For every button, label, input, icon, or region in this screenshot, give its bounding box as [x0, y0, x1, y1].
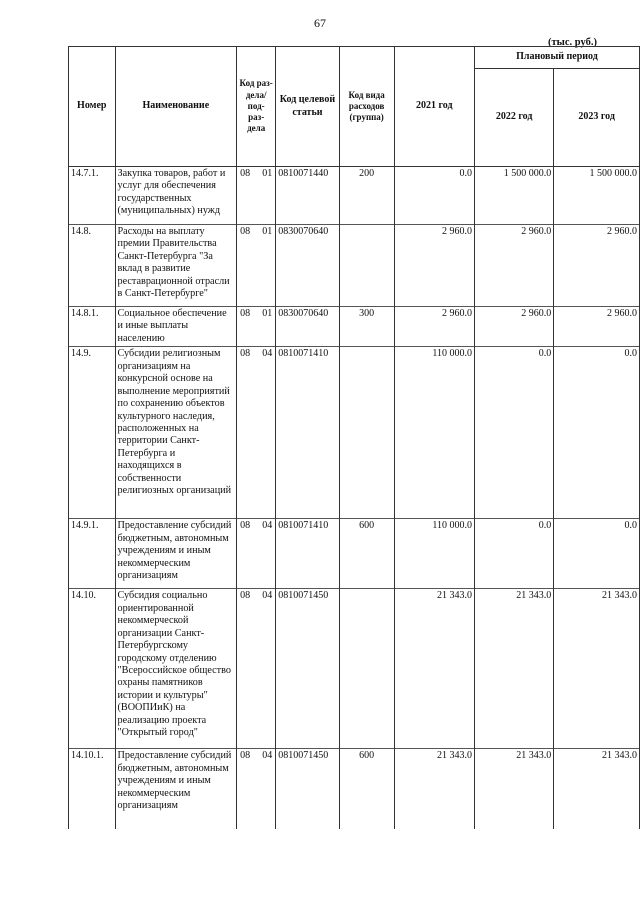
table-row	[69, 519, 640, 589]
row-number: 14.9.1.	[69, 519, 116, 589]
subsection-code: 01	[262, 168, 273, 179]
row-value-2023: 1 500 000.0	[554, 167, 640, 225]
table-row	[69, 167, 640, 225]
section-code-pair	[239, 168, 273, 179]
row-value-2022: 0.0	[474, 347, 553, 519]
row-name: Субсидии религиозным организациям на конкурсной основе на выполнение мероприятий по сохранению объектов культурного наследия, расположенных на территории Санкт-Петербурга и находящихся в собственности религиозных организаций	[115, 347, 237, 519]
row-value-2021: 0.0	[394, 167, 474, 225]
row-value-2023: 0.0	[554, 347, 640, 519]
row-name: Предоставление субсидий бюджетным, автономным учреждениям и иным некоммерческим организациям	[115, 519, 237, 589]
row-name: Расходы на выплату премии Правительства Санкт-Петербурга "За вклад в развитие реставрационной отрасли в Санкт-Петербурге"	[115, 225, 237, 307]
row-value-2021: 2 960.0	[394, 225, 474, 307]
row-target-code: 0810071450	[276, 749, 339, 829]
section-code-pair	[239, 348, 273, 359]
table-row	[69, 307, 640, 347]
subsection-code: 04	[262, 590, 273, 602]
row-value-2021: 110 000.0	[394, 519, 474, 589]
header-expense: Код вида расходов (группа)	[339, 47, 394, 167]
row-value-2021: 21 343.0	[394, 589, 474, 749]
header-2022: 2022 год	[474, 69, 553, 167]
row-expense-code	[339, 347, 394, 519]
subsection-code: 01	[262, 226, 273, 237]
row-value-2022: 1 500 000.0	[474, 167, 553, 225]
row-value-2022: 21 343.0	[474, 589, 553, 749]
row-number: 14.8.	[69, 225, 116, 307]
header-number: Номер	[69, 47, 116, 167]
section-code-pair	[239, 520, 273, 531]
row-target-code: 0810071440	[276, 167, 339, 225]
section-code: 08	[240, 590, 251, 602]
row-value-2023: 2 960.0	[554, 307, 640, 347]
row-number: 14.9.	[69, 347, 116, 519]
row-expense-code: 600	[339, 749, 394, 829]
row-value-2023: 21 343.0	[554, 589, 640, 749]
page-number: 67	[314, 16, 326, 30]
row-value-2022: 21 343.0	[474, 749, 553, 829]
budget-table	[68, 46, 640, 829]
row-number: 14.7.1.	[69, 167, 116, 225]
row-section-code	[237, 225, 276, 307]
units-label: (тыс. руб.)	[548, 37, 597, 48]
row-value-2023: 21 343.0	[554, 749, 640, 829]
row-value-2021: 110 000.0	[394, 347, 474, 519]
row-value-2023: 0.0	[554, 519, 640, 589]
table-row	[69, 347, 640, 519]
section-code: 08	[240, 750, 251, 762]
section-code: 08	[240, 520, 251, 532]
row-expense-code: 600	[339, 519, 394, 589]
row-target-code: 0830070640	[276, 307, 339, 347]
header-target: Код целевой статьи	[276, 47, 339, 167]
row-section-code	[237, 589, 276, 749]
subsection-code: 04	[262, 750, 273, 762]
section-code-pair	[239, 750, 273, 761]
section-code-pair	[239, 308, 273, 319]
row-number: 14.10.	[69, 589, 116, 749]
row-target-code: 0810071450	[276, 589, 339, 749]
row-name: Предоставление субсидий бюджетным, автономным учреждениям и иным некоммерческим организациям	[115, 749, 237, 829]
row-section-code	[237, 307, 276, 347]
row-section-code	[237, 519, 276, 589]
row-value-2021: 2 960.0	[394, 307, 474, 347]
subsection-code: 04	[262, 348, 273, 360]
header-2023: 2023 год	[554, 69, 640, 167]
row-name: Социальное обеспечение и иные выплаты населению	[115, 307, 237, 347]
header-section: Код раз- дела/ под- раз- дела	[237, 47, 276, 167]
row-value-2021: 21 343.0	[394, 749, 474, 829]
row-section-code	[237, 347, 276, 519]
row-section-code	[237, 749, 276, 829]
table-header	[69, 47, 640, 167]
row-expense-code	[339, 589, 394, 749]
row-value-2023: 2 960.0	[554, 225, 640, 307]
table-row	[69, 589, 640, 749]
row-number: 14.10.1.	[69, 749, 116, 829]
row-value-2022: 0.0	[474, 519, 553, 589]
row-value-2022: 2 960.0	[474, 225, 553, 307]
section-code: 08	[240, 308, 251, 319]
table-row	[69, 749, 640, 829]
section-code: 08	[240, 226, 251, 237]
row-name: Субсидия социально ориентированной некоммерческой организации Санкт-Петербургскому городскому отделению "Всероссийское общество охраны памятников истории и культуры" (ВООПИиК) на реализацию проекта "Открытый город"	[115, 589, 237, 749]
row-expense-code: 300	[339, 307, 394, 347]
subsection-code: 01	[262, 308, 273, 319]
subsection-code: 04	[262, 520, 273, 532]
section-code: 08	[240, 168, 251, 179]
section-code: 08	[240, 348, 251, 360]
header-name: Наименование	[115, 47, 237, 167]
row-section-code	[237, 167, 276, 225]
row-target-code: 0810071410	[276, 519, 339, 589]
section-code-pair	[239, 590, 273, 601]
section-code-pair	[239, 226, 273, 237]
row-value-2022: 2 960.0	[474, 307, 553, 347]
row-target-code: 0810071410	[276, 347, 339, 519]
table-row	[69, 225, 640, 307]
row-expense-code	[339, 225, 394, 307]
header-2021: 2021 год	[394, 47, 474, 167]
row-number: 14.8.1.	[69, 307, 116, 347]
row-expense-code: 200	[339, 167, 394, 225]
header-planned-period: Плановый период	[474, 47, 639, 69]
row-target-code: 0830070640	[276, 225, 339, 307]
table-body	[69, 167, 640, 829]
row-name: Закупка товаров, работ и услуг для обеспечения государственных (муниципальных) нужд	[115, 167, 237, 225]
